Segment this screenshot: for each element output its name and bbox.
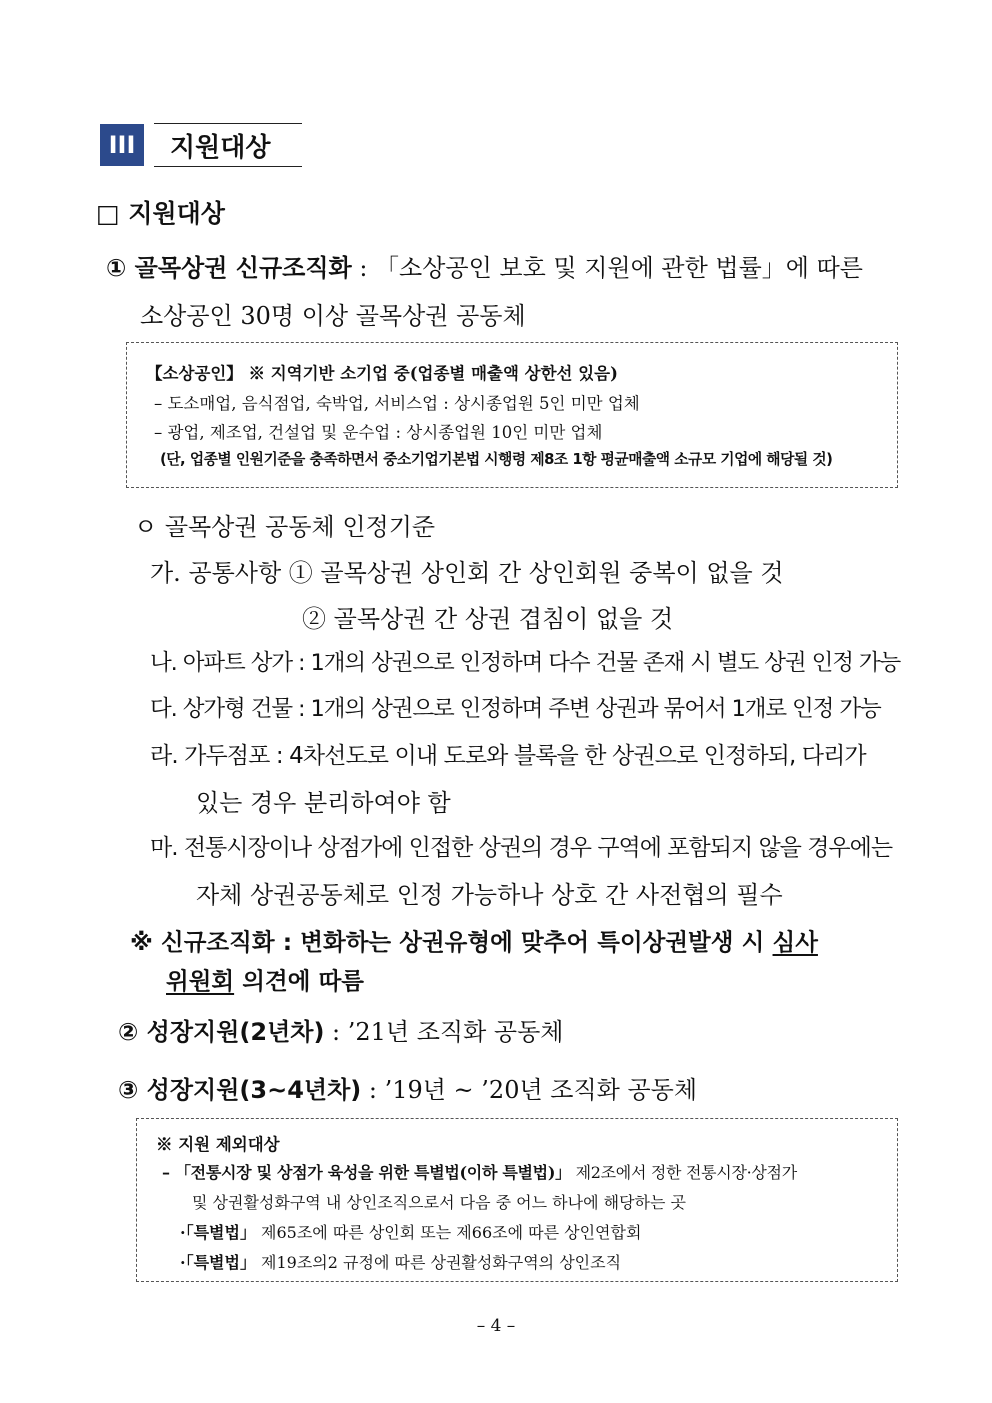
item2-line — [118, 1012, 563, 1047]
criteria-na: 나. 아파트 상가 : 1개의 상권으로 인정하며 다수 건물 존재 시 별도 상권 인정 가능 — [150, 650, 901, 676]
criteria-ma-1: 마. 전통시장이나 상점가에 인접한 상권의 경우 구역에 포함되지 않을 경우에는 — [150, 835, 893, 861]
box2-line2: 및 상권활성화구역 내 상인조직으로서 다음 중 어느 하나에 해당하는 곳 — [192, 1193, 686, 1212]
criteria-ma-2: 자체 상권공동체로 인정 가능하나 상호 간 사전협의 필수 — [196, 881, 783, 909]
notice-line1-underline: 심사 — [772, 928, 818, 956]
criteria-heading: ㅇ 골목상권 공동체 인정기준 — [134, 513, 436, 541]
section-number: III — [100, 124, 144, 166]
box2-line3-rest: 제65조에 따른 상인회 또는 제66조에 따른 상인연합회 — [255, 1223, 642, 1242]
box2-line3-bold: ·「특별법」 — [180, 1223, 256, 1242]
box2-line1-bold: – 「전통시장 및 상점가 육성을 위한 특별법(이하 특별법)」 — [162, 1163, 571, 1182]
item1-label: ① 골목상권 신규조직화 — [106, 254, 352, 282]
box1-line2: – 광업, 제조업, 건설업 및 운수업 : 상시종업원 10인 미만 업체 — [154, 423, 603, 442]
notice-line2-underline: 위원회 — [166, 967, 235, 995]
item3-text: : ’19년 ~ ’20년 조직화 공동체 — [361, 1076, 698, 1104]
item2-text: : ’21년 조직화 공동체 — [324, 1018, 564, 1046]
criteria-da: 다. 상가형 건물 : 1개의 상권으로 인정하며 주변 상권과 묶어서 1개로 인정 가능 — [150, 696, 881, 722]
item2-label: ② 성장지원(2년차) — [118, 1018, 325, 1046]
item3-line — [118, 1070, 697, 1105]
box2-line3 — [180, 1220, 641, 1243]
notice-line1 — [130, 923, 818, 957]
box2-line1 — [162, 1160, 797, 1183]
criteria-ga-1: 가. 공통사항 ① 골목상권 상인회 간 상인회원 중복이 없을 것 — [150, 559, 784, 587]
notice-line1-text: ※ 신규조직화 : 변화하는 상권유형에 맞추어 특이상권발생 시 — [130, 928, 773, 956]
item1-line1 — [106, 248, 863, 283]
page-number: – 4 – — [476, 1316, 516, 1336]
box1-note: (단, 업종별 인원기준을 충족하면서 중소기업기본법 시행령 제8조 1항 평균매출액 소규모 기업에 해당될 것) — [160, 451, 833, 468]
box1-head: 【소상공인】 ※ 지역기반 소기업 중(업종별 매출액 상한선 있음) — [146, 364, 618, 383]
subtitle: □ 지원대상 — [96, 199, 225, 228]
box1-line1: – 도소매업, 음식점업, 숙박업, 서비스업 : 상시종업원 5인 미만 업체 — [154, 394, 640, 413]
section-title: 지원대상 — [154, 123, 302, 167]
item1-line2: 소상공인 30명 이상 골목상권 공동체 — [140, 302, 526, 330]
box2-line4-bold: ·「특별법」 — [180, 1253, 256, 1272]
box2-line4 — [180, 1250, 621, 1273]
box2-line1-rest: 제2조에서 정한 전통시장·상점가 — [570, 1163, 797, 1182]
item1-text-a: : 「소상공인 보호 및 지원에 관한 법률」에 따른 — [351, 254, 863, 282]
item3-label: ③ 성장지원(3~4년차) — [118, 1076, 362, 1104]
criteria-ga-2: ② 골목상권 간 상권 겹침이 없을 것 — [302, 605, 674, 633]
notice-line2-text: 의견에 따름 — [234, 967, 364, 995]
notice-line2 — [166, 962, 364, 996]
box2-head: ※ 지원 제외대상 — [156, 1135, 280, 1154]
criteria-ra-2: 있는 경우 분리하여야 함 — [196, 789, 451, 817]
criteria-ra-1: 라. 가두점포 : 4차선도로 이내 도로와 블록을 한 상권으로 인정하되, 다리가 — [150, 743, 866, 769]
box2-line4-rest: 제19조의2 규정에 따른 상권활성화구역의 상인조직 — [255, 1253, 622, 1272]
